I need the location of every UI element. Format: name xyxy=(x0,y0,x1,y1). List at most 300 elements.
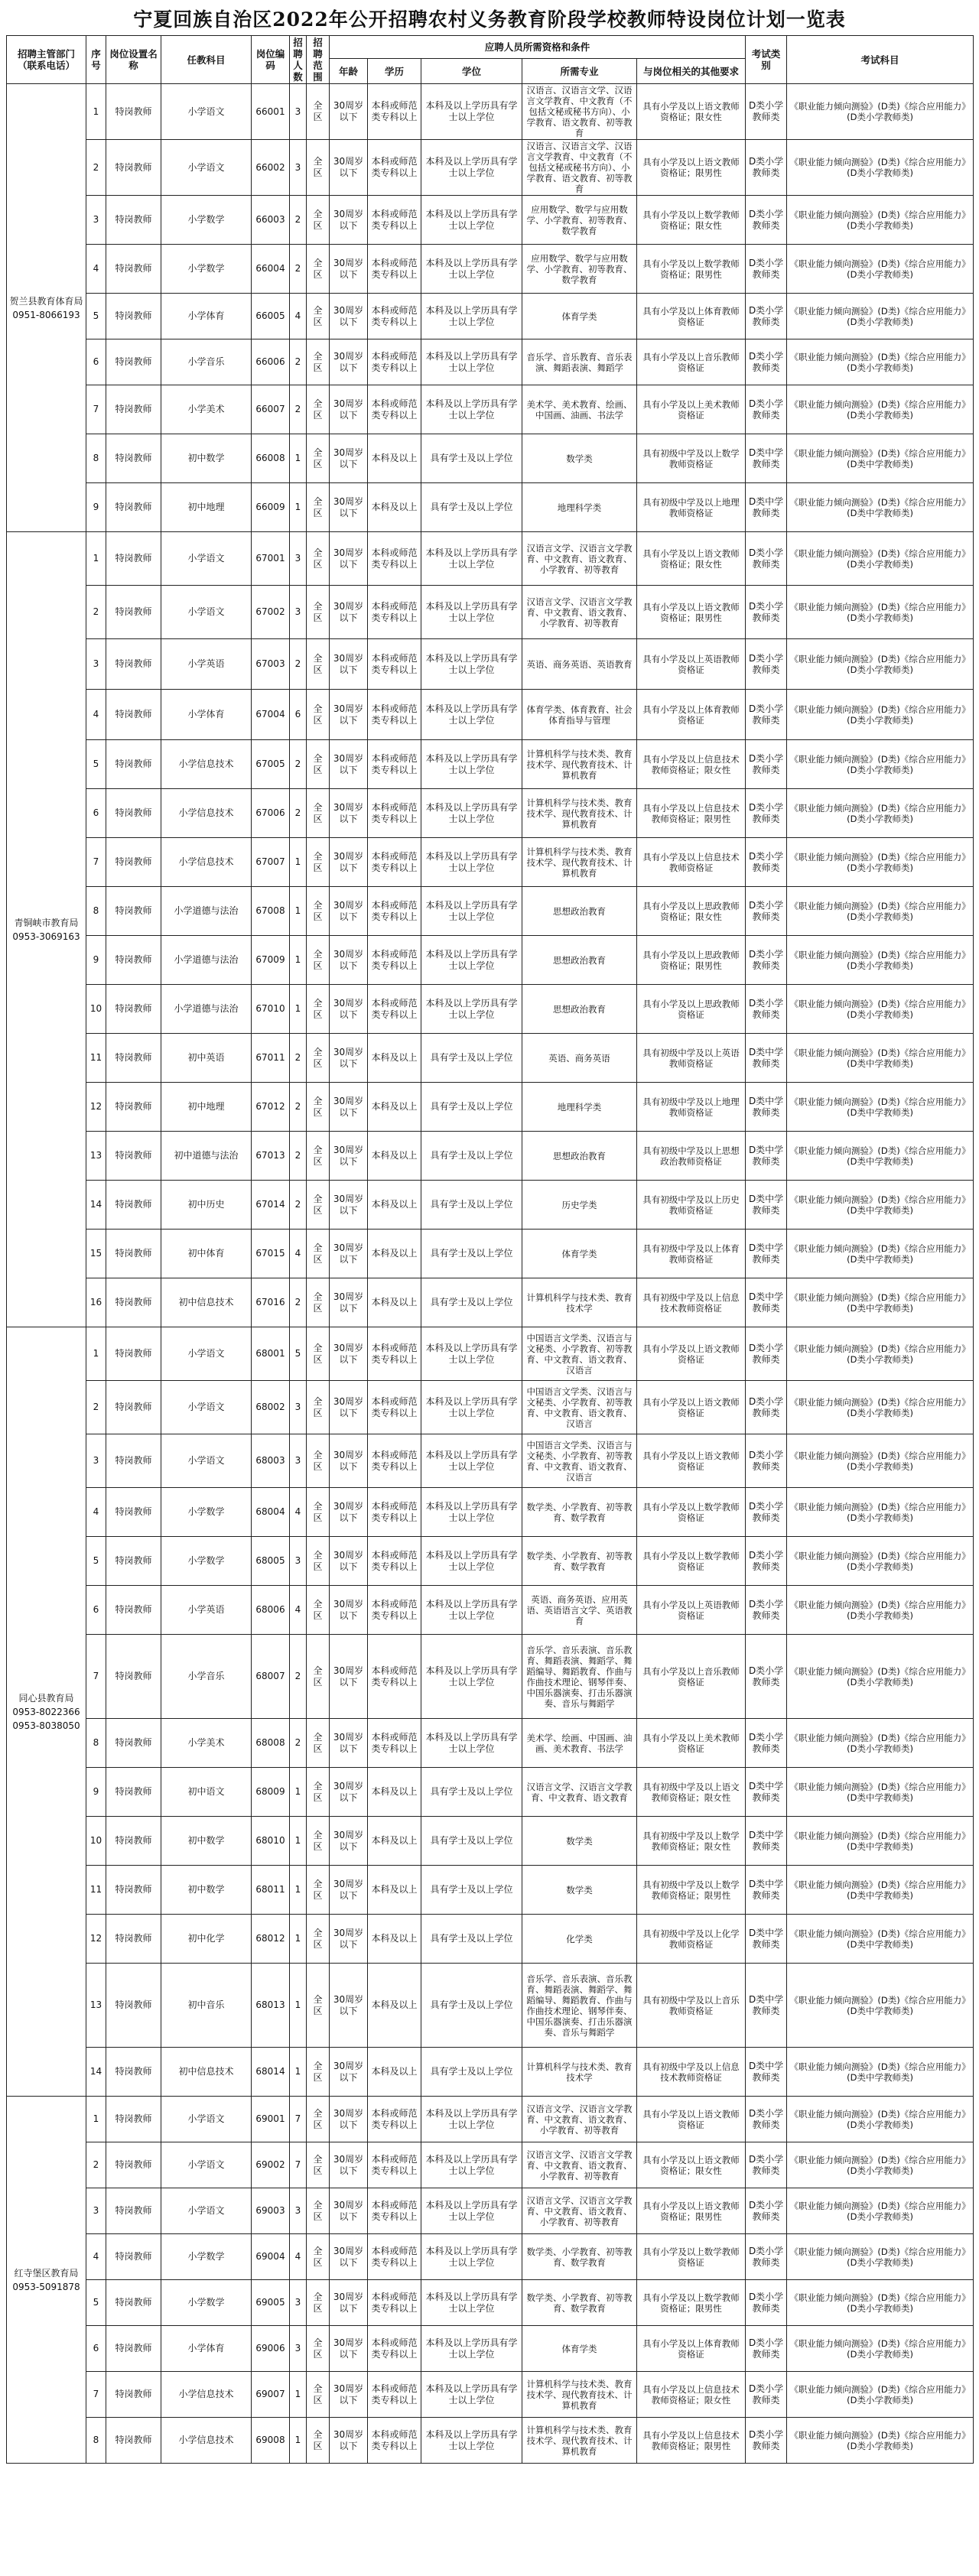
cell-count: 3 xyxy=(290,532,307,586)
cell-category: D类中学教师类 xyxy=(746,1083,787,1132)
cell-count: 4 xyxy=(290,2234,307,2280)
cell-count: 1 xyxy=(290,434,307,483)
cell-category: D类小学教师类 xyxy=(746,2234,787,2280)
cell-category: D类中学教师类 xyxy=(746,1278,787,1327)
cell-major: 数学类 xyxy=(522,1866,637,1915)
cell-category: D类小学教师类 xyxy=(746,2372,787,2418)
cell-edu: 本科或师范类专科以上 xyxy=(368,1327,421,1381)
cell-other: 具有小学及以上英语教师资格证 xyxy=(637,1586,746,1635)
cell-post: 特岗教师 xyxy=(106,483,161,532)
cell-degree: 本科及以上学历具有学士以上学位 xyxy=(421,1537,522,1586)
header-row-1 xyxy=(7,36,974,59)
cell-scope: 全区 xyxy=(307,2326,330,2372)
header-edu: 学历 xyxy=(368,59,421,84)
cell-degree: 本科及以上学历具有学士以上学位 xyxy=(421,740,522,789)
cell-edu: 本科或师范类专科以上 xyxy=(368,985,421,1034)
cell-code: 67011 xyxy=(252,1034,290,1083)
cell-category: D类小学教师类 xyxy=(746,639,787,690)
cell-category: D类小学教师类 xyxy=(746,1719,787,1768)
cell-exam: 《职业能力倾向测验》(D类)《综合应用能力》(D类中学教师类) xyxy=(787,2048,974,2097)
cell-code: 68005 xyxy=(252,1537,290,1586)
cell-seq: 2 xyxy=(86,2142,106,2188)
cell-code: 66006 xyxy=(252,339,290,385)
cell-degree: 本科及以上学历具有学士以上学位 xyxy=(421,1381,522,1434)
cell-degree: 本科及以上学历具有学士以上学位 xyxy=(421,1719,522,1768)
cell-post: 特岗教师 xyxy=(106,1537,161,1586)
cell-category: D类小学教师类 xyxy=(746,84,787,140)
cell-other: 具有小学及以上美术教师资格证 xyxy=(637,1719,746,1768)
cell-category: D类小学教师类 xyxy=(746,1488,787,1537)
cell-seq: 6 xyxy=(86,2326,106,2372)
cell-age: 30周岁以下 xyxy=(330,1327,368,1381)
cell-scope: 全区 xyxy=(307,1488,330,1537)
cell-major: 思想政治教育 xyxy=(522,1132,637,1181)
cell-count: 1 xyxy=(290,1866,307,1915)
cell-major: 汉语言文学、汉语言文学教育、中文教育、语文教育、小学教育、初等教育 xyxy=(522,2188,637,2234)
cell-subject: 初中历史 xyxy=(161,1181,252,1230)
cell-edu: 本科或师范类专科以上 xyxy=(368,639,421,690)
cell-exam: 《职业能力倾向测验》(D类)《综合应用能力》(D类小学教师类) xyxy=(787,1635,974,1719)
cell-count: 3 xyxy=(290,84,307,140)
cell-age: 30周岁以下 xyxy=(330,2372,368,2418)
cell-degree: 本科及以上学历具有学士以上学位 xyxy=(421,789,522,838)
cell-major: 中国语言文学类、汉语言与文秘类、小学教育、初等教育、中文教育、语文教育、汉语言 xyxy=(522,1434,637,1488)
cell-degree: 本科及以上学历具有学士以上学位 xyxy=(421,985,522,1034)
cell-subject: 小学数学 xyxy=(161,245,252,294)
cell-other: 具有初级中学及以上数学教师资格证；限男性 xyxy=(637,1866,746,1915)
cell-category: D类小学教师类 xyxy=(746,690,787,740)
cell-exam: 《职业能力倾向测验》(D类)《综合应用能力》(D类中学教师类) xyxy=(787,1083,974,1132)
cell-post: 特岗教师 xyxy=(106,434,161,483)
cell-count: 3 xyxy=(290,2188,307,2234)
cell-edu: 本科或师范类专科以上 xyxy=(368,838,421,887)
cell-major: 汉语言文学、汉语言文学教育、中文教育、语文教育、小学教育、初等教育 xyxy=(522,532,637,586)
cell-age: 30周岁以下 xyxy=(330,985,368,1034)
cell-seq: 5 xyxy=(86,1537,106,1586)
cell-post: 特岗教师 xyxy=(106,639,161,690)
cell-category: D类小学教师类 xyxy=(746,1381,787,1434)
cell-major: 音乐学、音乐教育、音乐表演、舞蹈表演、舞蹈学 xyxy=(522,339,637,385)
cell-code: 68008 xyxy=(252,1719,290,1768)
cell-age: 30周岁以下 xyxy=(330,1434,368,1488)
cell-subject: 初中信息技术 xyxy=(161,1278,252,1327)
cell-category: D类小学教师类 xyxy=(746,1327,787,1381)
cell-count: 3 xyxy=(290,2280,307,2326)
cell-degree: 本科及以上学历具有学士以上学位 xyxy=(421,2188,522,2234)
cell-exam: 《职业能力倾向测验》(D类)《综合应用能力》(D类小学教师类) xyxy=(787,2372,974,2418)
cell-age: 30周岁以下 xyxy=(330,434,368,483)
cell-degree: 本科及以上学历具有学士以上学位 xyxy=(421,690,522,740)
cell-subject: 小学信息技术 xyxy=(161,740,252,789)
cell-other: 具有初级中学及以上信息技术教师资格证 xyxy=(637,2048,746,2097)
cell-seq: 6 xyxy=(86,789,106,838)
header-age: 年龄 xyxy=(330,59,368,84)
cell-seq: 4 xyxy=(86,2234,106,2280)
cell-subject: 初中化学 xyxy=(161,1915,252,1964)
cell-code: 66004 xyxy=(252,245,290,294)
cell-edu: 本科及以上 xyxy=(368,434,421,483)
cell-post: 特岗教师 xyxy=(106,2188,161,2234)
cell-subject: 初中音乐 xyxy=(161,1964,252,2048)
table-row xyxy=(7,1278,974,1327)
cell-age: 30周岁以下 xyxy=(330,1230,368,1278)
cell-degree: 具有学士及以上学位 xyxy=(421,1083,522,1132)
cell-other: 具有小学及以上语文教师资格证；限女性 xyxy=(637,532,746,586)
cell-age: 30周岁以下 xyxy=(330,1034,368,1083)
cell-age: 30周岁以下 xyxy=(330,690,368,740)
table-row xyxy=(7,1434,974,1488)
cell-seq: 4 xyxy=(86,690,106,740)
cell-count: 2 xyxy=(290,1034,307,1083)
table-row xyxy=(7,1181,974,1230)
table-body xyxy=(7,84,974,2464)
cell-count: 2 xyxy=(290,1635,307,1719)
cell-edu: 本科或师范类专科以上 xyxy=(368,196,421,245)
cell-seq: 4 xyxy=(86,1488,106,1537)
cell-count: 3 xyxy=(290,1434,307,1488)
cell-scope: 全区 xyxy=(307,1537,330,1586)
cell-age: 30周岁以下 xyxy=(330,2418,368,2464)
cell-post: 特岗教师 xyxy=(106,1719,161,1768)
cell-edu: 本科及以上 xyxy=(368,1083,421,1132)
cell-degree: 本科及以上学历具有学士以上学位 xyxy=(421,838,522,887)
cell-edu: 本科或师范类专科以上 xyxy=(368,1434,421,1488)
cell-seq: 9 xyxy=(86,483,106,532)
cell-subject: 初中英语 xyxy=(161,1034,252,1083)
cell-exam: 《职业能力倾向测验》(D类)《综合应用能力》(D类小学教师类) xyxy=(787,1488,974,1537)
cell-subject: 小学美术 xyxy=(161,385,252,434)
table-row xyxy=(7,2418,974,2464)
cell-age: 30周岁以下 xyxy=(330,1866,368,1915)
cell-other: 具有小学及以上音乐教师资格证 xyxy=(637,339,746,385)
cell-exam: 《职业能力倾向测验》(D类)《综合应用能力》(D类中学教师类) xyxy=(787,1034,974,1083)
cell-age: 30周岁以下 xyxy=(330,1278,368,1327)
cell-subject: 小学语文 xyxy=(161,84,252,140)
page-title: 宁夏回族自治区2022年公开招聘农村义务教育阶段学校教师特设岗位计划一览表 xyxy=(133,8,846,31)
table-row xyxy=(7,838,974,887)
cell-other: 具有初级中学及以上思想政治教师资格证 xyxy=(637,1132,746,1181)
cell-code: 67004 xyxy=(252,690,290,740)
cell-edu: 本科或师范类专科以上 xyxy=(368,2234,421,2280)
cell-degree: 具有学士及以上学位 xyxy=(421,1230,522,1278)
cell-degree: 本科及以上学历具有学士以上学位 xyxy=(421,140,522,196)
cell-scope: 全区 xyxy=(307,2142,330,2188)
cell-subject: 小学信息技术 xyxy=(161,789,252,838)
table-row xyxy=(7,1327,974,1381)
cell-exam: 《职业能力倾向测验》(D类)《综合应用能力》(D类小学教师类) xyxy=(787,1719,974,1768)
table-row xyxy=(7,2234,974,2280)
cell-edu: 本科或师范类专科以上 xyxy=(368,789,421,838)
cell-scope: 全区 xyxy=(307,586,330,639)
cell-post: 特岗教师 xyxy=(106,2234,161,2280)
cell-degree: 本科及以上学历具有学士以上学位 xyxy=(421,339,522,385)
cell-degree: 本科及以上学历具有学士以上学位 xyxy=(421,2418,522,2464)
cell-degree: 本科及以上学历具有学士以上学位 xyxy=(421,586,522,639)
cell-other: 具有初级中学及以上历史教师资格证 xyxy=(637,1181,746,1230)
table-row xyxy=(7,1964,974,2048)
cell-degree: 本科及以上学历具有学士以上学位 xyxy=(421,1488,522,1537)
table-row xyxy=(7,532,974,586)
cell-age: 30周岁以下 xyxy=(330,887,368,936)
cell-post: 特岗教师 xyxy=(106,1230,161,1278)
cell-count: 1 xyxy=(290,1964,307,2048)
cell-other: 具有小学及以上数学教师资格证；限男性 xyxy=(637,2280,746,2326)
cell-category: D类小学教师类 xyxy=(746,2188,787,2234)
cell-seq: 8 xyxy=(86,2418,106,2464)
cell-subject: 小学体育 xyxy=(161,2326,252,2372)
table-row xyxy=(7,1083,974,1132)
cell-post: 特岗教师 xyxy=(106,1866,161,1915)
cell-degree: 本科及以上学历具有学士以上学位 xyxy=(421,2097,522,2142)
table-row xyxy=(7,1817,974,1866)
cell-count: 7 xyxy=(290,2142,307,2188)
cell-count: 5 xyxy=(290,1327,307,1381)
cell-degree: 本科及以上学历具有学士以上学位 xyxy=(421,2280,522,2326)
cell-other: 具有小学及以上语文教师资格证；限男性 xyxy=(637,586,746,639)
cell-major: 汉语言、汉语言文学、汉语言文学教育、中文教育（不包括文秘或秘书方向）、小学教育、语文教育、初等教育 xyxy=(522,140,637,196)
cell-other: 具有小学及以上体育教师资格证 xyxy=(637,294,746,339)
cell-edu: 本科或师范类专科以上 xyxy=(368,2372,421,2418)
cell-code: 66008 xyxy=(252,434,290,483)
cell-edu: 本科或师范类专科以上 xyxy=(368,245,421,294)
table-row xyxy=(7,1915,974,1964)
cell-other: 具有小学及以上体育教师资格证 xyxy=(637,690,746,740)
cell-count: 1 xyxy=(290,887,307,936)
cell-other: 具有初级中学及以上英语教师资格证 xyxy=(637,1034,746,1083)
cell-degree: 具有学士及以上学位 xyxy=(421,1278,522,1327)
cell-count: 4 xyxy=(290,1586,307,1635)
cell-scope: 全区 xyxy=(307,2097,330,2142)
cell-seq: 3 xyxy=(86,196,106,245)
cell-seq: 3 xyxy=(86,2188,106,2234)
cell-subject: 初中体育 xyxy=(161,1230,252,1278)
cell-count: 1 xyxy=(290,483,307,532)
cell-post: 特岗教师 xyxy=(106,84,161,140)
cell-scope: 全区 xyxy=(307,1817,330,1866)
cell-major: 音乐学、音乐表演、音乐教育、舞蹈表演、舞蹈学、舞蹈编导、舞蹈教育、作曲与作曲技术理论、钢琴伴奏、中国乐器演奏、打击乐器演奏、音乐与舞蹈学 xyxy=(522,1964,637,2048)
cell-seq: 12 xyxy=(86,1083,106,1132)
cell-edu: 本科或师范类专科以上 xyxy=(368,936,421,985)
cell-exam: 《职业能力倾向测验》(D类)《综合应用能力》(D类小学教师类) xyxy=(787,294,974,339)
cell-degree: 本科及以上学历具有学士以上学位 xyxy=(421,1327,522,1381)
cell-major: 美术学、绘画、中国画、油画、美术教育、书法学 xyxy=(522,1719,637,1768)
cell-age: 30周岁以下 xyxy=(330,2188,368,2234)
cell-age: 30周岁以下 xyxy=(330,740,368,789)
cell-code: 67003 xyxy=(252,639,290,690)
cell-other: 具有小学及以上信息技术教师资格证；限女性 xyxy=(637,2372,746,2418)
cell-major: 计算机科学与技术类、教育技术学、现代教育技术、计算机教育 xyxy=(522,789,637,838)
cell-subject: 小学信息技术 xyxy=(161,838,252,887)
cell-post: 特岗教师 xyxy=(106,140,161,196)
cell-seq: 7 xyxy=(86,838,106,887)
cell-scope: 全区 xyxy=(307,1768,330,1817)
cell-exam: 《职业能力倾向测验》(D类)《综合应用能力》(D类中学教师类) xyxy=(787,1768,974,1817)
cell-exam: 《职业能力倾向测验》(D类)《综合应用能力》(D类小学教师类) xyxy=(787,2234,974,2280)
cell-post: 特岗教师 xyxy=(106,339,161,385)
cell-seq: 1 xyxy=(86,532,106,586)
cell-subject: 小学语文 xyxy=(161,140,252,196)
cell-seq: 8 xyxy=(86,1719,106,1768)
cell-count: 1 xyxy=(290,838,307,887)
cell-code: 66009 xyxy=(252,483,290,532)
cell-code: 68011 xyxy=(252,1866,290,1915)
cell-major: 历史学类 xyxy=(522,1181,637,1230)
cell-subject: 初中数学 xyxy=(161,434,252,483)
recruitment-table xyxy=(6,35,974,2464)
cell-edu: 本科或师范类专科以上 xyxy=(368,140,421,196)
cell-major: 音乐学、音乐表演、音乐教育、舞蹈表演、舞蹈学、舞蹈编导、舞蹈教育、作曲与作曲技术理论、钢琴伴奏、中国乐器演奏、打击乐器演奏、音乐与舞蹈学 xyxy=(522,1635,637,1719)
cell-major: 计算机科学与技术类、教育技术学、现代教育技术、计算机教育 xyxy=(522,740,637,789)
cell-scope: 全区 xyxy=(307,1181,330,1230)
cell-major: 计算机科学与技术类、教育技术学 xyxy=(522,2048,637,2097)
cell-exam: 《职业能力倾向测验》(D类)《综合应用能力》(D类小学教师类) xyxy=(787,2142,974,2188)
cell-post: 特岗教师 xyxy=(106,985,161,1034)
cell-degree: 具有学士及以上学位 xyxy=(421,483,522,532)
cell-major: 计算机科学与技术类、教育技术学、现代教育技术、计算机教育 xyxy=(522,2418,637,2464)
cell-exam: 《职业能力倾向测验》(D类)《综合应用能力》(D类小学教师类) xyxy=(787,1381,974,1434)
cell-category: D类中学教师类 xyxy=(746,434,787,483)
cell-degree: 具有学士及以上学位 xyxy=(421,1181,522,1230)
cell-scope: 全区 xyxy=(307,740,330,789)
cell-subject: 小学美术 xyxy=(161,1719,252,1768)
cell-edu: 本科及以上 xyxy=(368,483,421,532)
cell-exam: 《职业能力倾向测验》(D类)《综合应用能力》(D类小学教师类) xyxy=(787,1327,974,1381)
header-category: 考试类别 xyxy=(746,36,787,84)
header-subject: 任教科目 xyxy=(161,36,252,84)
cell-category: D类小学教师类 xyxy=(746,2326,787,2372)
cell-degree: 具有学士及以上学位 xyxy=(421,2048,522,2097)
cell-other: 具有小学及以上语文教师资格证；限男性 xyxy=(637,140,746,196)
cell-other: 具有初级中学及以上化学教师资格证 xyxy=(637,1915,746,1964)
cell-age: 30周岁以下 xyxy=(330,1586,368,1635)
cell-other: 具有小学及以上信息技术教师资格证；限男性 xyxy=(637,789,746,838)
cell-exam: 《职业能力倾向测验》(D类)《综合应用能力》(D类中学教师类) xyxy=(787,434,974,483)
cell-edu: 本科或师范类专科以上 xyxy=(368,385,421,434)
cell-edu: 本科及以上 xyxy=(368,1230,421,1278)
cell-age: 30周岁以下 xyxy=(330,2097,368,2142)
cell-count: 2 xyxy=(290,1719,307,1768)
table-row xyxy=(7,639,974,690)
cell-major: 中国语言文学类、汉语言与文秘类、小学教育、初等教育、中文教育、语文教育、汉语言 xyxy=(522,1327,637,1381)
cell-scope: 全区 xyxy=(307,1230,330,1278)
cell-age: 30周岁以下 xyxy=(330,385,368,434)
cell-other: 具有小学及以上思政教师资格证；限男性 xyxy=(637,936,746,985)
cell-category: D类小学教师类 xyxy=(746,887,787,936)
cell-major: 思想政治教育 xyxy=(522,887,637,936)
cell-edu: 本科或师范类专科以上 xyxy=(368,1635,421,1719)
cell-count: 4 xyxy=(290,294,307,339)
cell-count: 2 xyxy=(290,196,307,245)
cell-post: 特岗教师 xyxy=(106,1964,161,2048)
cell-exam: 《职业能力倾向测验》(D类)《综合应用能力》(D类小学教师类) xyxy=(787,639,974,690)
cell-exam: 《职业能力倾向测验》(D类)《综合应用能力》(D类中学教师类) xyxy=(787,1964,974,2048)
cell-scope: 全区 xyxy=(307,1034,330,1083)
cell-subject: 小学音乐 xyxy=(161,339,252,385)
cell-category: D类中学教师类 xyxy=(746,2048,787,2097)
cell-category: D类小学教师类 xyxy=(746,1537,787,1586)
cell-scope: 全区 xyxy=(307,532,330,586)
cell-post: 特岗教师 xyxy=(106,2097,161,2142)
cell-scope: 全区 xyxy=(307,639,330,690)
cell-degree: 本科及以上学历具有学士以上学位 xyxy=(421,887,522,936)
cell-age: 30周岁以下 xyxy=(330,1083,368,1132)
table-row xyxy=(7,2048,974,2097)
cell-category: D类中学教师类 xyxy=(746,1181,787,1230)
table-row xyxy=(7,84,974,140)
cell-age: 30周岁以下 xyxy=(330,1817,368,1866)
cell-age: 30周岁以下 xyxy=(330,1488,368,1537)
cell-subject: 小学语文 xyxy=(161,2097,252,2142)
cell-category: D类小学教师类 xyxy=(746,586,787,639)
cell-seq: 5 xyxy=(86,2280,106,2326)
cell-scope: 全区 xyxy=(307,245,330,294)
cell-count: 2 xyxy=(290,1083,307,1132)
cell-code: 66002 xyxy=(252,140,290,196)
cell-exam: 《职业能力倾向测验》(D类)《综合应用能力》(D类小学教师类) xyxy=(787,2326,974,2372)
cell-subject: 小学英语 xyxy=(161,1586,252,1635)
cell-age: 30周岁以下 xyxy=(330,936,368,985)
cell-major: 数学类 xyxy=(522,1817,637,1866)
cell-count: 7 xyxy=(290,2097,307,2142)
cell-degree: 本科及以上学历具有学士以上学位 xyxy=(421,1434,522,1488)
cell-age: 30周岁以下 xyxy=(330,789,368,838)
cell-scope: 全区 xyxy=(307,1915,330,1964)
cell-seq: 16 xyxy=(86,1278,106,1327)
cell-code: 66001 xyxy=(252,84,290,140)
cell-exam: 《职业能力倾向测验》(D类)《综合应用能力》(D类小学教师类) xyxy=(787,2418,974,2464)
cell-subject: 小学语文 xyxy=(161,1327,252,1381)
table-row xyxy=(7,985,974,1034)
cell-count: 3 xyxy=(290,586,307,639)
table-row xyxy=(7,1132,974,1181)
cell-exam: 《职业能力倾向测验》(D类)《综合应用能力》(D类小学教师类) xyxy=(787,84,974,140)
cell-seq: 9 xyxy=(86,1768,106,1817)
cell-scope: 全区 xyxy=(307,84,330,140)
table-row xyxy=(7,1381,974,1434)
cell-category: D类小学教师类 xyxy=(746,2418,787,2464)
cell-other: 具有小学及以上音乐教师资格证 xyxy=(637,1635,746,1719)
cell-other: 具有小学及以上思政教师资格证；限女性 xyxy=(637,887,746,936)
cell-age: 30周岁以下 xyxy=(330,1132,368,1181)
cell-degree: 本科及以上学历具有学士以上学位 xyxy=(421,2142,522,2188)
cell-category: D类小学教师类 xyxy=(746,294,787,339)
cell-seq: 10 xyxy=(86,1817,106,1866)
cell-code: 66003 xyxy=(252,196,290,245)
table-row xyxy=(7,1230,974,1278)
cell-major: 体育学类 xyxy=(522,2326,637,2372)
cell-other: 具有小学及以上语文教师资格证；限男性 xyxy=(637,2188,746,2234)
cell-major: 数学类、小学教育、初等教育、数学教育 xyxy=(522,1488,637,1537)
cell-post: 特岗教师 xyxy=(106,2326,161,2372)
cell-age: 30周岁以下 xyxy=(330,245,368,294)
cell-major: 思想政治教育 xyxy=(522,985,637,1034)
cell-category: D类中学教师类 xyxy=(746,1230,787,1278)
cell-scope: 全区 xyxy=(307,434,330,483)
cell-exam: 《职业能力倾向测验》(D类)《综合应用能力》(D类中学教师类) xyxy=(787,1866,974,1915)
cell-category: D类小学教师类 xyxy=(746,140,787,196)
cell-major: 体育学类 xyxy=(522,1230,637,1278)
table-row xyxy=(7,339,974,385)
table-row xyxy=(7,1586,974,1635)
cell-count: 2 xyxy=(290,339,307,385)
cell-subject: 小学信息技术 xyxy=(161,2418,252,2464)
cell-code: 67009 xyxy=(252,936,290,985)
cell-edu: 本科及以上 xyxy=(368,1817,421,1866)
cell-category: D类小学教师类 xyxy=(746,339,787,385)
cell-edu: 本科或师范类专科以上 xyxy=(368,690,421,740)
cell-other: 具有初级中学及以上地理教师资格证 xyxy=(637,483,746,532)
cell-major: 英语、商务英语 xyxy=(522,1034,637,1083)
